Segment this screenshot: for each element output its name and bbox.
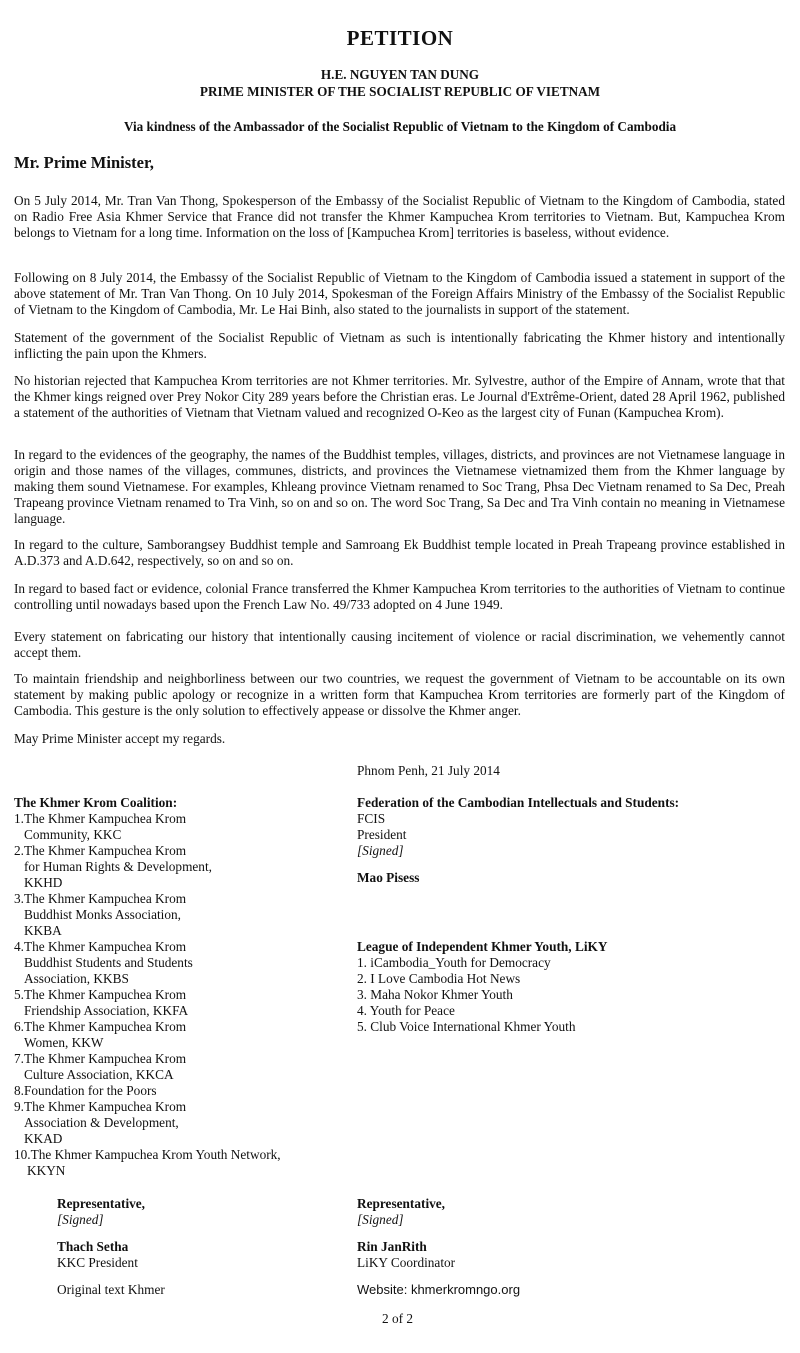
list-item: 8.Foundation for the Poors: [14, 1083, 157, 1098]
addressee-title: PRIME MINISTER OF THE SOCIALIST REPUBLIC OF VIETNAM: [199, 84, 601, 99]
paragraph-1: On 5 July 2014, Mr. Tran Van Thong, Spokesperson of the Embassy of the Socialist Republic of Vietnam to the Kingdom of Cambodia, stated on Radio Free Asia Khmer Service that France did not transfer the Khmer Kampuchea Krom territories to Vietnam. But, Kampuchea Krom belongs to Vietnam for a long time. Information on the loss of [Kampuchea Krom] territories is baseless, without evidence.: [14, 193, 785, 240]
list-item: KKBA: [24, 923, 62, 938]
fcis-abbr: FCIS: [357, 811, 386, 826]
liky-heading: League of Independent Khmer Youth, LiKY: [357, 939, 608, 954]
paragraph-6: In regard to the culture, Samborangsey Buddhist temple and Samroang Ek Buddhist temple located in Preah Trapeang province established in A.D.373 and A.D.642, respectively, so on and so on.: [14, 537, 785, 568]
list-item: KKAD: [24, 1131, 63, 1146]
list-item: Association & Development,: [24, 1115, 179, 1130]
list-item: Friendship Association, KKFA: [24, 1003, 189, 1018]
list-item: 2.The Khmer Kampuchea Krom: [14, 843, 187, 858]
paragraph-3: Statement of the government of the Socialist Republic of Vietnam as such is intentionally fabricating the Khmer history and intentionally inflicting the pain upon the Khmers.: [14, 330, 785, 361]
rep-left-role: KKC President: [57, 1255, 138, 1270]
list-item: Culture Association, KKCA: [24, 1067, 174, 1082]
fcis-signed: [Signed]: [357, 843, 404, 858]
list-item: Association, KKBS: [24, 971, 129, 986]
rep-left-label: Representative,: [57, 1196, 146, 1211]
fcis-role: President: [357, 827, 407, 842]
salutation: Mr. Prime Minister,: [14, 153, 154, 172]
liky-block: [357, 939, 607, 1035]
list-item: 4. Youth for Peace: [357, 1003, 455, 1018]
list-item: 6.The Khmer Kampuchea Krom: [14, 1019, 187, 1034]
list-item: Buddhist Students and Students: [24, 955, 193, 970]
list-item: Buddhist Monks Association,: [24, 907, 181, 922]
list-item: 1. iCambodia_Youth for Democracy: [357, 955, 551, 970]
list-item: KKHD: [24, 875, 63, 890]
original-text-note: Original text Khmer: [57, 1282, 165, 1297]
rep-right-label: Representative,: [357, 1196, 446, 1211]
spacer: [357, 1271, 520, 1282]
list-item: 3.The Khmer Kampuchea Krom: [14, 891, 187, 906]
rep-right-role: LiKY Coordinator: [357, 1255, 456, 1270]
list-item: 7.The Khmer Kampuchea Krom: [14, 1051, 187, 1066]
spacer: [57, 1271, 165, 1282]
fcis-block: [357, 795, 679, 886]
rep-left-name: Thach Setha: [57, 1239, 129, 1254]
website-link[interactable]: Website: khmerkromngo.org: [357, 1282, 521, 1297]
list-item: 3. Maha Nokor Khmer Youth: [357, 987, 513, 1002]
fcis-heading: Federation of the Cambodian Intellectuals and Students:: [357, 795, 680, 810]
list-item: Community, KKC: [24, 827, 122, 842]
page-number: 2 of 2: [382, 1311, 414, 1326]
list-item: 4.The Khmer Kampuchea Krom: [14, 939, 187, 954]
paragraph-10: May Prime Minister accept my regards.: [14, 731, 226, 746]
list-item: for Human Rights & Development,: [24, 859, 212, 874]
rep-left-signed: [Signed]: [57, 1212, 104, 1227]
rep-right-signed: [Signed]: [357, 1212, 404, 1227]
list-item: 5.The Khmer Kampuchea Krom: [14, 987, 187, 1002]
paragraph-2: Following on 8 July 2014, the Embassy of the Socialist Republic of Vietnam to the Kingdom of Cambodia issued a statement in support of the above statement of Mr. Tran Van Thong. On 10 July 2014, Spokesman of the Foreign Affairs Ministry of the Embassy of the Socialist Republic of Vietnam to the Kingdom of Cambodia, Mr. Le Hai Binh, also stated to the journalists in support of the statement.: [14, 270, 785, 317]
list-item: KKYN: [27, 1163, 66, 1178]
coalition-block: [14, 795, 281, 1179]
paragraph-7: In regard to based fact or evidence, colonial France transferred the Khmer Kampuchea Krom territories to the authorities of Vietnam to continue controlling until nowadays based upon the French Law No. 49/733 adopted on 4 June 1949.: [14, 581, 785, 612]
paragraph-8: Every statement on fabricating our history that intentionally causing incitement of violence or racial discrimination, we vehemently cannot accept them.: [14, 629, 785, 660]
rep-right-name: Rin JanRith: [357, 1239, 427, 1254]
list-item: 9.The Khmer Kampuchea Krom: [14, 1099, 187, 1114]
spacer: [57, 1228, 165, 1239]
fcis-name: Mao Pisess: [357, 870, 420, 885]
list-item: 2. I Love Cambodia Hot News: [357, 971, 521, 986]
spacer: [357, 1228, 520, 1239]
list-item: 10.The Khmer Kampuchea Krom Youth Network,: [14, 1147, 281, 1162]
page-title: PETITION: [346, 26, 454, 50]
paragraph-9: To maintain friendship and neighborliness between our two countries, we request the government of Vietnam to be accountable on its own statement by making public apology or recognize in a written form that Kampuchea Krom territories are formerly part of the Kingdom of Cambodia. This gesture is the only solution to effectively appease or dissolve the Khmer anger.: [14, 671, 785, 718]
via-line: Via kindness of the Ambassador of the Socialist Republic of Vietnam to the Kingdom of Cambodia: [123, 119, 677, 134]
addressee-name: H.E. NGUYEN TAN DUNG: [320, 67, 480, 82]
list-item: 5. Club Voice International Khmer Youth: [357, 1019, 576, 1034]
place-date: Phnom Penh, 21 July 2014: [357, 763, 500, 778]
list-item: 1.The Khmer Kampuchea Krom: [14, 811, 187, 826]
paragraph-4: No historian rejected that Kampuchea Krom territories are not Khmer territories. Mr. Sylvestre, author of the Empire of Annam, wrote that that the Khmer kings reigned over Prey Nokor City 289 years before the Christian eras. Le Journal d'Extrême-Orient, dated 28 April 1962, published a statement of the authorities of Vietnam that Vietnam valued and recognized O-Keo as the largest city of Funan (Kampuchea Krom).: [14, 373, 785, 420]
coalition-heading: The Khmer Krom Coalition:: [14, 795, 178, 810]
representative-left: [57, 1196, 165, 1298]
spacer: [357, 859, 679, 870]
paragraph-5: In regard to the evidences of the geography, the names of the Buddhist temples, villages, districts, and provinces are not Vietnamese language in origin and those names of the villages, communes, districts, and provinces the Vietnamese vietnamized them from the Khmer language by making them sound Vietnamese. For examples, Khleang province Vietnam renamed to Soc Trang, Phsa Dec Vietnam renamed to Sa Dec, Preah Trapeang province Vietnam renamed to Tra Vinh, so on and so on. The word Soc Trang, Sa Dec and Tra Vinh contain no meaning in Vietnamese language.: [14, 447, 785, 526]
list-item: Women, KKW: [24, 1035, 104, 1050]
representative-right: [357, 1196, 520, 1298]
